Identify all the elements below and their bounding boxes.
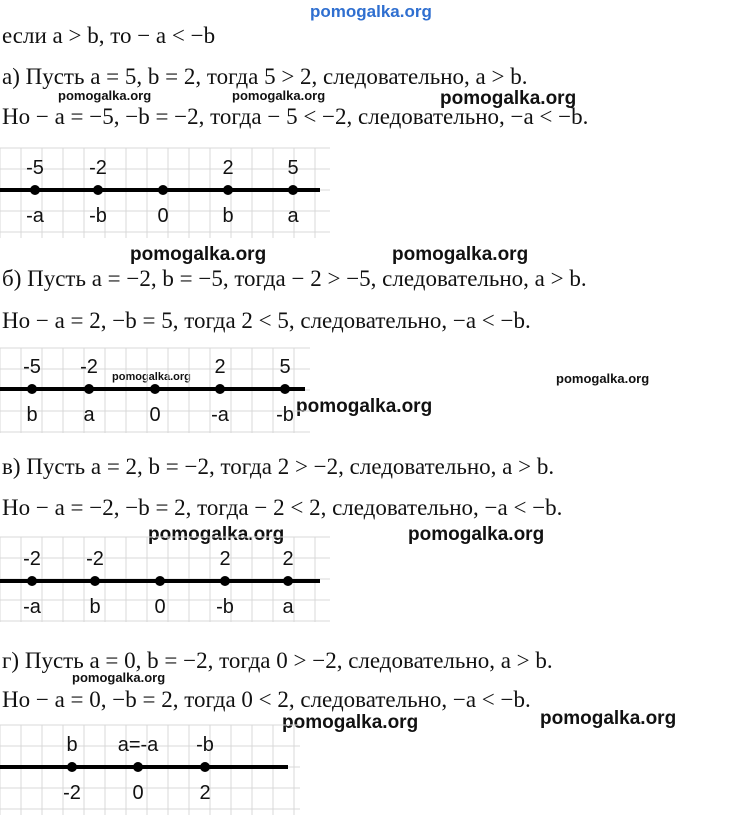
point-marker	[84, 384, 94, 394]
number-line-d	[0, 725, 300, 815]
case-a-line-2: Но − a = −5, −b = −2, тогда − 5 < −2, следовательно, −a < −b.	[2, 104, 589, 129]
bottom-label: -a	[211, 404, 229, 426]
point-marker	[27, 576, 37, 586]
bottom-label: -2	[63, 782, 81, 804]
point-marker	[133, 762, 143, 772]
bottom-label: -b	[216, 596, 234, 618]
bottom-label: -a	[26, 205, 44, 227]
bottom-label: -b	[276, 404, 294, 426]
watermark: pomogalka.org	[112, 371, 191, 383]
point-marker	[30, 185, 40, 195]
bottom-label: -a	[23, 596, 41, 618]
top-label: -2	[23, 548, 41, 570]
point-marker	[158, 185, 168, 195]
top-label: -5	[26, 157, 44, 179]
case-b-line-1: б) Пусть a = −2, b = −5, тогда − 2 > −5, следовательно, a > b.	[2, 266, 587, 291]
point-marker	[67, 762, 77, 772]
top-label: 5	[279, 356, 291, 378]
watermark: pomogalka.org	[130, 244, 267, 265]
watermark: pomogalka.org	[282, 712, 419, 733]
bottom-label: 0	[149, 404, 161, 426]
top-label: b	[66, 734, 78, 756]
case-b-line-2: Но − a = 2, −b = 5, тогда 2 < 5, следовательно, −a < −b.	[2, 308, 531, 333]
watermark: pomogalka.org	[392, 244, 529, 265]
point-marker	[93, 185, 103, 195]
bottom-label: b	[26, 404, 38, 426]
case-c-line-1: в) Пусть a = 2, b = −2, тогда 2 > −2, следовательно, a > b.	[2, 454, 555, 479]
point-marker	[223, 185, 233, 195]
bottom-label: 0	[154, 596, 166, 618]
point-marker	[280, 384, 290, 394]
bottom-label: 0	[157, 205, 169, 227]
number-line-c	[0, 537, 330, 622]
point-marker	[220, 576, 230, 586]
top-label: -2	[86, 548, 104, 570]
top-label: -5	[23, 356, 41, 378]
point-marker	[150, 384, 160, 394]
top-label: 2	[219, 548, 231, 570]
bottom-label: a	[83, 404, 95, 426]
bottom-label: -b	[89, 205, 107, 227]
case-d-line-2: Но − a = 0, −b = 2, тогда 0 < 2, следовательно, −a < −b.	[2, 687, 531, 712]
bottom-label: a	[287, 205, 299, 227]
watermark: pomogalka.org	[556, 371, 650, 386]
point-marker	[27, 384, 37, 394]
top-label: -2	[80, 356, 98, 378]
bottom-label: a	[282, 596, 294, 618]
top-label: -b	[196, 734, 214, 756]
point-marker	[283, 576, 293, 586]
bottom-label: b	[89, 596, 101, 618]
watermark-top: pomogalka.org	[310, 2, 432, 21]
watermark: pomogalka.org	[440, 88, 577, 109]
top-label: 2	[222, 157, 234, 179]
point-marker	[288, 185, 298, 195]
top-label: -2	[89, 157, 107, 179]
bottom-label: 0	[132, 782, 144, 804]
watermark: pomogalka.org	[58, 88, 152, 103]
watermark: pomogalka.org	[72, 670, 166, 685]
top-label: 2	[214, 356, 226, 378]
watermark: pomogalka.org	[408, 524, 545, 545]
point-marker	[90, 576, 100, 586]
point-marker	[200, 762, 210, 772]
watermark: pomogalka.org	[148, 524, 285, 545]
intro-statement: если a > b, то − a < −b	[2, 23, 216, 48]
top-label: 2	[282, 548, 294, 570]
case-d-line-1: г) Пусть a = 0, b = −2, тогда 0 > −2, следовательно, a > b.	[2, 648, 553, 673]
bottom-label: 2	[199, 782, 211, 804]
watermark: pomogalka.org	[540, 708, 677, 729]
case-c-line-2: Но − a = −2, −b = 2, тогда − 2 < 2, следовательно, −a < −b.	[2, 495, 563, 520]
top-label: 5	[287, 157, 299, 179]
top-label: a=-a	[117, 734, 159, 756]
watermark: pomogalka.org	[296, 396, 433, 417]
watermark: pomogalka.org	[232, 88, 326, 103]
number-line-a	[0, 148, 330, 238]
point-marker	[215, 384, 225, 394]
case-a-line-1: а) Пусть a = 5, b = 2, тогда 5 > 2, следовательно, a > b.	[2, 64, 528, 89]
bottom-label: b	[222, 205, 234, 227]
number-line-b	[0, 348, 310, 433]
point-marker	[155, 576, 165, 586]
